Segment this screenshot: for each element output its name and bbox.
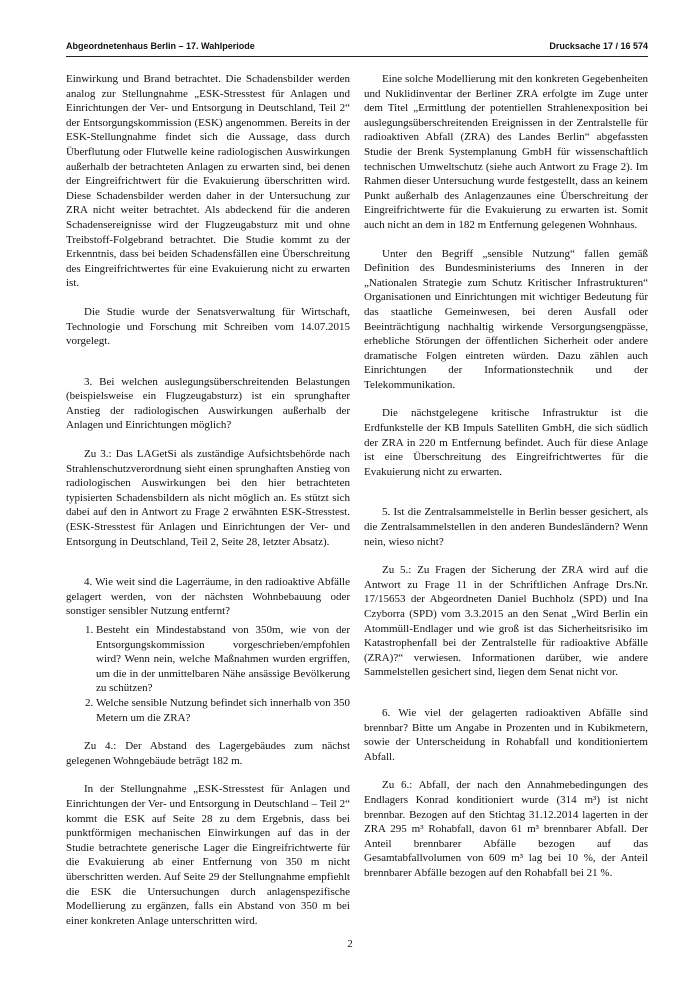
- list-item: 2. Welche sensible Nutzung befindet sich innerhalb von 350 Metern um die ZRA?: [96, 696, 350, 725]
- answer-3: Zu 3.: Das LAGetSi als zuständige Aufsichtsbehörde nach Strahlenschutzverordnung sieht einen sprunghaften Anstieg von radiologischen Auswirkungen bei den hier betrachteten typisierten Schadensbildern als nicht möglich an. Es stützt sich dabei auf den in Antwort zu Frage 2 erwähnten ESK-Stresstest. (ESK-Stresstest für Anlagen und Einrichtungen der Ver- und Entsorgung in Deutschland, Teil 2, Seite 28, letzter Absatz).: [66, 448, 350, 548]
- header-left: Abgeordnetenhaus Berlin – 17. Wahlperiode: [66, 41, 255, 51]
- question-5: 5. Ist die Zentralsammelstelle in Berlin besser gesichert, als die Zentralsammelstellen in den anderen Bundesländern? Wenn nein, wieso nicht?: [364, 506, 648, 548]
- paragraph: In der Stellungnahme „ESK-Stresstest für Anlagen und Einrichtungen der Ver- und Entsorgung in Deutschland – Teil 2“ kommt die ESK auf Seite 28 zu dem Ergebnis, dass bei punktförmigen mechanischen Einwirkungen auf das in der Studie betrachtete generische Lager die Eingreifrichtwerte für die Evakuierung ab einer Entfernung von 350 m nicht überschritten werden. Auf Seite 29 der Stellungnahme empfiehlt die ESK die Untersuchungen durch anlagenspezifische Modellierung zu ergänzen, falls ein Abstand von 350 m bei einer konkreten Anlage unterschritten wird.: [66, 783, 350, 927]
- page-number: 2: [347, 938, 353, 950]
- paragraph: Einwirkung und Brand betrachtet. Die Schadensbilder werden analog zur Stellungnahme „ESK-Stresstest für Anlagen und Einrichtungen der Ver- und Entsorgung in Deutschland, Teil 2“ der Entsorgungskommission (ESK) angenommen. Bereits in der ESK-Stellungnahme findet sich die Aussage, dass durch Überflutung oder Flutwelle keine radiologischen Auswirkungen außerhalb der betrachteten Anlagen zu erwarten sind, bei denen der Eingreifrichtwert für die Evakuierung überschritten wird. Diese Schadensbilder werden daher in der Untersuchung zur ZRA nicht weiter betrachtet. Als abdeckend für die anderen Schadensereignisse wird der Flugzeugabsturz mit und ohne Treibstoff-Folgebrand betrachtet. Die Studie kommt zu der Erkenntnis, dass bei beiden Schadensfällen eine Überschreitung des Eingreifrichtwertes für eine Evakuierung nicht zu erwarten ist.: [66, 73, 350, 290]
- paragraph: Die nächstgelegene kritische Infrastruktur ist die Erdfunkstelle der KB Impuls Satelliten GmbH, die sich südlich der ZRA in 220 m Entfernung befindet. Auch für diese Anlage ist eine Überschreitung des Eingreifrichtwertes für die Evakuierung nicht zu erwarten.: [364, 407, 648, 478]
- header-rule: [66, 56, 648, 57]
- list-item: 1. Besteht ein Mindestabstand von 350m, wie von der Entsorgungskommission vorgeschrieben/empfohlen wird? Wenn nein, welche Maßnahmen wurden ergriffen, um die in der unmittelbaren Nähe ansässige Bevölkerung zu schützen?: [96, 623, 350, 696]
- question-6: 6. Wie viel der gelagerten radioaktiven Abfälle sind brennbar? Bitte um Angabe in Prozenten und in Kubikmetern, sowie der Unterscheidung in Rohabfall und konditioniertem Abfall.: [364, 706, 648, 763]
- answer-6: Zu 6.: Abfall, der nach den Annahmebedingungen des Endlagers Konrad konditioniert wurde (314 m³) ist nicht brennbar. Bezogen auf den Stichtag 31.12.2014 lagerten in der ZRA 295 m³ Rohabfall, davon 61 m³ brennbarer Abfall. Der Anteil brennbarer Abfälle bezogen auf das Gesamtabfallvolumen von 609 m³ lag bei 10 %, der Anteil brennbarer Abfälle bezogen auf den Rohabfall bei 21 %.: [364, 779, 648, 879]
- question-4-subitems: [66, 623, 350, 725]
- paragraph: Unter den Begriff „sensible Nutzung“ fallen gemäß Definition des Bundesministeriums des Inneren in der „Nationalen Strategie zum Schutz Kritischer Infrastrukturen“ Organisationen und Einrichtungen mit wichtiger Bedeutung für das staatliche Gemeinwesen, bei deren Ausfall oder Beeinträchtigung nachhaltig wirkende Versorgungsengpässe, erhebliche Störungen der öffentlichen Sicherheit oder andere dramatische Folgen eintreten würden. Dazu zählen auch Einrichtungen der Informationstechnik und der Telekommunikation.: [364, 247, 648, 391]
- header-right: Drucksache 17 / 16 574: [549, 41, 648, 51]
- answer-4: Zu 4.: Der Abstand des Lagergebäudes zum nächst gelegenen Wohngebäude beträgt 182 m.: [66, 740, 350, 767]
- page-header: [66, 41, 648, 51]
- right-column: [364, 72, 648, 895]
- paragraph: Die Studie wurde der Senatsverwaltung für Wirtschaft, Technologie und Forschung mit Schreiben vom 14.07.2015 vorgelegt.: [66, 305, 350, 348]
- left-column: [66, 72, 350, 942]
- answer-5: Zu 5.: Zu Fragen der Sicherung der ZRA wird auf die Antwort zu Frage 11 in der Schriftlichen Anfrage Drs.Nr. 17/15653 der Abgeordneten Daniel Buchholz (SPD) und Ina Czyborra (SPD) vom 3.3.2015 an den Senat „Wird Berlin ein Atommüll-Endlager und wie groß ist das Sicherheitsrisiko im Katastrophenfall bei der Zentralstelle für radioaktive Abfälle (ZRA)?“ verwiesen. Informationen darüber, wie andere Sammelstellen gesichert sind, liegen dem Senat nicht vor.: [364, 564, 648, 679]
- question-3: 3. Bei welchen auslegungsüberschreitenden Belastungen (beispielsweise ein Flugzeugabsturz) ist ein sprunghafter Anstieg der radiologischen Auswirkungen außerhalb der Anlagen und Einrichtungen möglich?: [66, 375, 350, 432]
- question-4: 4. Wie weit sind die Lagerräume, in den radioaktive Abfälle gelagert werden, von der nächsten Wohnbebauung oder sonstiger sensibler Nutzung entfernt?: [66, 576, 350, 618]
- paragraph: Eine solche Modellierung mit den konkreten Gegebenheiten und Nuklidinventar der Berliner ZRA erfolgte im Zuge unter dem Titel „Ermittlung der potentiellen Strahlenexposition bei auslegungsüberschreitenden Ereignissen in der Zentralstelle für radioaktiven Abfall (ZRA) des Landes Berlin“ abgefassten Studie der Brenk Systemplanung GmbH für wissenschaftlich technischen Umweltschutz (siehe auch Antwort zu Frage 2). Im Rahmen dieser Untersuchung wurde festgestellt, dass an keinem Punkt außerhalb des Anlagenzaunes eine Überschreitung der Eingreifrichtwerte für die Evakuierung zu erwarten ist. Somit auch nicht an dem in 182 m Entfernung gelegenen Wohnhaus.: [364, 73, 648, 231]
